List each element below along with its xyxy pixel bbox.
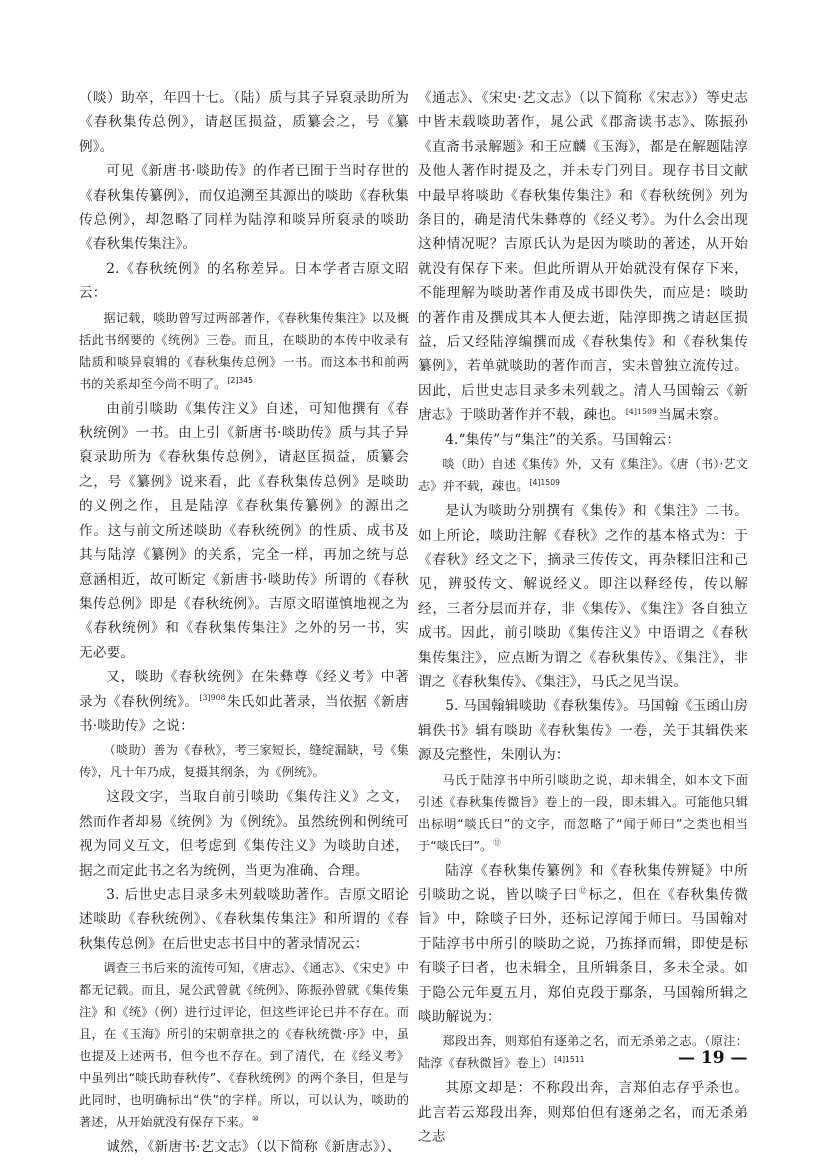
paragraph-text: 陆淳《春秋集传纂例》和《春秋集传辨疑》中所引啖助之说，皆以啖子曰 <box>418 862 748 903</box>
paragraph-text-tail: 朱氏如此著录，当依据《新唐书·啖助传》之说： <box>79 693 409 734</box>
left-column <box>79 86 409 1160</box>
citation-marker: [4]1511 <box>554 1055 585 1065</box>
paragraph-text: 可见《新唐书·啖助传》的作者已囿于当时存世的《春秋集传纂例》，而仅追溯至其源出的啖助《春秋集传总例》，却忽略了同样为陆淳和啖异所裒录的啖助《春秋集传集注》。 <box>79 163 409 253</box>
paragraph-text: 诚然，《新唐书·艺文志》（以下简称《新唐志》）、 <box>106 1139 401 1156</box>
body-paragraph <box>79 665 409 738</box>
paragraph-text-tail: 当属未察。 <box>658 407 727 424</box>
body-paragraph <box>418 694 748 767</box>
paragraph-text: 2.《春秋统例》的名称差异。日本学者吉原文昭云： <box>79 260 409 302</box>
right-column <box>418 86 748 1150</box>
paragraph-text: 又，啖助《春秋统例》在朱彝尊《经义考》中著录为《春秋例统》。 <box>79 669 409 710</box>
paragraph-text: 是认为啖助分别撰有《集传》和《集注》二书。如上所论，啖助注解《春秋》之作的基本格式为：于《春秋》经文之下，摘录三传传文，再杂糅旧注和己见，辨驳传文、解说经义。即注以释经传，传以解经，三者分层而并存，非《集传》、《集注》各自独立成书。因此，前引啖助《集传注义》中语谓之《春秋集传集注》，应点断为谓之《春秋集传》、《集注》，非谓之《春秋集传》、《集注》，马氏之见当误。 <box>418 503 748 690</box>
paragraph-text: 《通志》、《宋史·艺文志》（以下简称《宋志》）等史志中皆未载啖助著作，晁公武《郡斋读书志》、陈振孙《直斋书录解题》和王应麟《玉海》，都是在解题陆淳及他人著作时提及之，并未专门列目。现存书目文献中最早将啖助《春秋集传集注》和《春秋统例》列为条目的，确是清代朱彝尊的《经义考》。为什么会出现这种情况呢？吉原氏认为是因为啖助的著述，从开始就没有保存下来。但此所谓从开始就没有保存下来，不能理解为啖助著作甫及成书即佚失，而应是：啖助的著作甫及撰成其本人便去逝，陆淳即携之请赵匡损益，后又经陆淳编撰而成《春秋集传》和《春秋集传纂例》，若单就啖助的著作而言，实未曾独立流传过。因此，后世史志目录多未列载之。清人马国翰云《新唐志》于啖助著作并不载，疎也。 <box>418 90 748 424</box>
paragraph-text: （啖助）善为《春秋》，考三家短长，缝绽漏缺，号《集传》，凡十年乃成，复摄其纲条，为《例统》。 <box>79 743 409 780</box>
body-paragraph <box>79 1135 409 1159</box>
body-paragraph <box>418 86 748 428</box>
body-paragraph <box>418 428 748 452</box>
block-quote <box>79 307 409 395</box>
body-paragraph <box>79 86 409 159</box>
paragraph-text: （啖）助卒，年四十七。（陆）质与其子异裒录助所为《春秋集传总例》，请赵匡损益，质纂会之，号《纂例》。 <box>79 90 409 155</box>
citation-marker: [4]1509 <box>529 478 561 488</box>
body-paragraph <box>79 785 409 883</box>
paragraph-text: 啖（助）自述《集传》外，又有《集注》。《唐（书）·艺文志》并不载，疎也。 <box>418 457 748 494</box>
citation-marker: ⑫ <box>579 886 588 896</box>
block-quote <box>79 739 409 783</box>
paragraph-text-tail: 标之，但在《春秋集传微旨》中，除啖子曰外，还标记淳闻于师曰。马国翰对于陆淳书中所引的啖助之说，乃拣择而辑，即使是标有啖子曰者，也未辑全，且所辑条目，多未全录。如于隐公元年夏五月，郑伯克段于鄢条，马国翰所辑之啖助解说为： <box>418 886 749 1025</box>
citation-marker: [3]908 <box>199 693 226 702</box>
citation-marker: [4]1509 <box>625 406 658 416</box>
paragraph-text: 据记载，啖助曾写过两部著作，《春秋集传集注》以及概括此书纲要的《统例》三卷。而且，在啖助的本传中收录有陆质和啖异裒辑的《春秋集传总例》一书。而这本书和前两书的关系却至今尚不明了。 <box>79 310 409 391</box>
body-paragraph <box>79 159 409 257</box>
body-paragraph <box>79 257 409 306</box>
paragraph-text: 由前引啖助《集传注义》自述，可知他撰有《春秋统例》一书。由上引《新唐书·啖助传》质与其子异裒录助所为《春秋集传总例》，请赵匡损益，质纂会之，号《纂例》说来看，此《春秋集传总例》是啖助的义例之作，且是陆淳《春秋集传纂例》的源出之作。这与前文所述啖助《春秋统例》的性质、成书及其与陆淳《纂例》的关系，完全一样，再加之统与总意涵相近，故可断定《新唐书·啖助传》所谓的《春秋集传总例》即是《春秋统例》。吉原文昭谨慎地视之为《春秋统例》和《春秋集传集注》之外的另一书，实无必要。 <box>79 400 409 661</box>
paragraph-text: 马氏于陆淳书中所引啖助之说，却未辑全，如本文下面引述《春秋集传微旨》卷上的一段，即未辑入。可能他只辑出标明“啖氏曰”的文字，而忽略了“闻于师曰”之类也相当于“啖氏曰”。 <box>418 772 748 853</box>
citation-marker: ⑩ <box>252 1114 259 1124</box>
block-quote <box>418 769 748 857</box>
paragraph-text: 3. 后世史志目录多未列载啖助著作。吉原文昭论述啖助《春秋统例》、《春秋集传集注》和所谓的《春秋集传总例》在后世史志书目中的著录情况云： <box>79 886 409 952</box>
paragraph-text: 5. 马国翰辑啖助《春秋集传》。马国翰《玉函山房辑佚书》辑有啖助《春秋集传》一卷，关于其辑佚来源及完整性，朱刚认为： <box>418 698 748 764</box>
body-paragraph <box>418 499 748 694</box>
paragraph-text: 郑段出奔，则郑伯有逐弟之名，而无杀弟之志。（原注：陆淳《春秋微旨》卷上） <box>418 1034 748 1071</box>
paragraph-text: 这段文字，当取自前引啖助《集传注义》之文，然而作者却易《统例》为《例统》。虽然统例和例统可视为同义互文，但考虑到《集传注义》为啖助自述，据之而定此书之名为统例，当更为准确、合理。 <box>79 789 409 879</box>
body-paragraph <box>418 859 748 1030</box>
citation-marker: ⑪ <box>493 837 501 847</box>
paragraph-text: 其原文却是：不称段出奔，言郑伯志存乎杀也。此言若云郑段出奔，则郑伯但有逐弟之名，而无杀弟之志 <box>418 1080 748 1146</box>
page-number: — 19 — <box>678 1048 748 1068</box>
body-paragraph <box>79 883 409 956</box>
citation-marker: [2]345 <box>227 375 253 385</box>
body-paragraph <box>79 397 409 665</box>
body-paragraph <box>418 1076 748 1149</box>
paragraph-text: 调查三书后来的流传可知，《唐志》、《通志》、《宋史》中都无记载。而且，晁公武曾就《统例》、陈振孙曾就《集传集注》和《统》（例）进行过评论，但这些评论已并不存在。而且，在《玉海》所引的宋朝章拱之的《春秋统微·序》中，虽也提及上述两书，但今也不存在。到了清代，在《经义考》中虽列出“啖氏助春秋传”、《春秋统例》的两个条目，但是与此同时，也明确标出“佚”的字样。所以，可以认为，啖助的著述，从开始就没有保存下来。 <box>79 961 409 1130</box>
block-quote <box>79 957 409 1133</box>
paragraph-text: 4.“集传”与“集注”的关系。马国翰云： <box>445 431 681 448</box>
block-quote <box>418 453 748 497</box>
